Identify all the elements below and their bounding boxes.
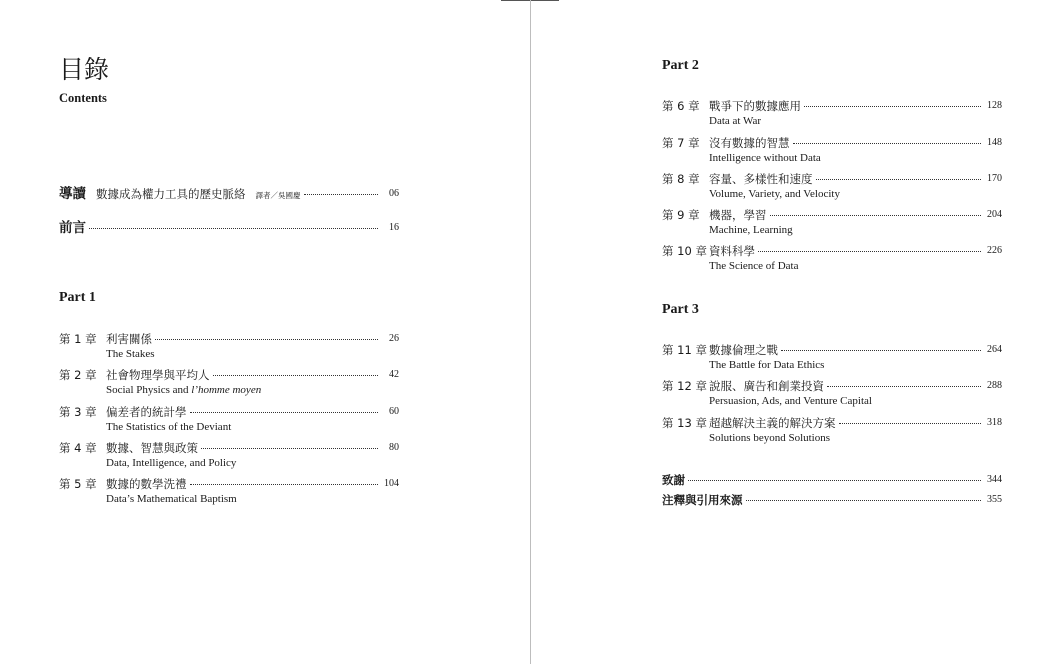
chapter-number: 第 9 章	[662, 208, 700, 222]
toc-entry-chapter-3[interactable]	[59, 404, 399, 433]
dot-leader	[746, 500, 982, 501]
chapter-title-en-italic: l’homme moyen	[191, 384, 262, 396]
toc-entry-chapter-13[interactable]	[662, 415, 1002, 444]
chapter-title-cn: 偏差者的統計學	[106, 405, 187, 419]
chapter-title-cn: 容量、多樣性和速度	[709, 172, 813, 186]
page-number: 148	[987, 137, 1002, 148]
chapter-title-cn: 說服、廣告和創業投資	[709, 379, 824, 393]
chapter-number: 第 4 章	[59, 441, 97, 455]
toc-entry-chapter-9[interactable]	[662, 207, 1002, 236]
toc-entry-notes[interactable]	[662, 492, 1002, 508]
left-page	[59, 0, 399, 664]
chapter-title-en	[106, 383, 261, 397]
chapter-title-en: The Battle for Data Ethics	[709, 359, 825, 371]
chapter-title-en: Volume, Variety, and Velocity	[709, 188, 840, 200]
chapter-number: 第 6 章	[662, 99, 700, 113]
acknowledgements-label: 致謝	[662, 473, 685, 487]
page-number: 16	[389, 222, 399, 233]
toc-entry-chapter-2[interactable]	[59, 367, 399, 396]
toc-entry-chapter-7[interactable]	[662, 135, 1002, 164]
chapter-title-cn: 社會物理學與平均人	[106, 368, 210, 382]
dot-leader	[770, 215, 982, 216]
page-number: 226	[987, 245, 1002, 256]
toc-entry-chapter-1[interactable]	[59, 331, 399, 360]
part-1-heading: Part 1	[59, 290, 96, 305]
toc-entry-acknowledgements[interactable]	[662, 472, 1002, 488]
dot-leader	[155, 339, 378, 340]
page-number: 344	[987, 474, 1002, 485]
part-2-heading: Part 2	[662, 58, 699, 73]
chapter-title-en: The Science of Data	[709, 260, 799, 272]
notes-label: 注釋與引用來源	[662, 493, 743, 507]
intro-label: 導讀	[59, 186, 86, 202]
chapter-title-cn: 超越解決主義的解決方案	[709, 416, 836, 430]
chapter-title-en-roman: Social Physics and	[106, 384, 192, 396]
chapter-title-en: Data at War	[709, 115, 762, 127]
part-3-heading: Part 3	[662, 302, 699, 317]
toc-entry-chapter-5[interactable]	[59, 476, 399, 505]
page-number: 42	[389, 369, 399, 380]
page-number: 06	[389, 188, 399, 199]
intro-translator: 譯者／吳國慶	[255, 191, 301, 200]
chapter-number: 第 5 章	[59, 477, 97, 491]
page-number: 80	[389, 442, 399, 453]
page-number: 318	[987, 417, 1002, 428]
dot-leader	[839, 423, 982, 424]
page-gutter	[530, 0, 531, 664]
page-number: 288	[987, 380, 1002, 391]
chapter-title-en: Machine, Learning	[709, 224, 793, 236]
page-number: 128	[987, 100, 1002, 111]
chapter-title-en: Intelligence without Data	[709, 152, 821, 164]
chapter-title-cn: 利害關係	[106, 332, 152, 346]
chapter-number: 第 11 章	[662, 343, 707, 357]
intro-subtitle: 數據成為權力工具的歷史脈絡	[96, 187, 246, 201]
chapter-title-cn: 機器，學習	[709, 208, 767, 222]
page-number: 204	[987, 209, 1002, 220]
dot-leader	[304, 194, 379, 195]
dot-leader	[804, 106, 981, 107]
toc-entry-chapter-12[interactable]	[662, 378, 1002, 407]
toc-entry-chapter-8[interactable]	[662, 171, 1002, 200]
page-number: 264	[987, 344, 1002, 355]
chapter-number: 第 1 章	[59, 332, 97, 346]
chapter-number: 第 3 章	[59, 405, 97, 419]
chapter-title-en: Solutions beyond Solutions	[709, 432, 831, 444]
chapter-number: 第 10 章	[662, 244, 707, 258]
chapter-title-cn: 資料科學	[709, 244, 755, 258]
chapter-number: 第 8 章	[662, 172, 700, 186]
toc-entry-chapter-6[interactable]	[662, 98, 1002, 127]
toc-title: 目錄	[59, 55, 110, 84]
dot-leader	[190, 484, 379, 485]
dot-leader	[190, 412, 379, 413]
chapter-title-en: Persuasion, Ads, and Venture Capital	[709, 395, 872, 407]
chapter-title-en: Data’s Mathematical Baptism	[106, 493, 237, 505]
dot-leader	[793, 143, 982, 144]
page-number: 60	[389, 406, 399, 417]
preface-label: 前言	[59, 220, 86, 236]
chapter-number: 第 7 章	[662, 136, 700, 150]
dot-leader	[758, 251, 981, 252]
dot-leader	[688, 480, 981, 481]
dot-leader	[781, 350, 981, 351]
toc-entry-chapter-4[interactable]	[59, 440, 399, 469]
toc-entry-preface[interactable]	[59, 220, 399, 236]
chapter-title-cn: 數據、智慧與政策	[106, 441, 198, 455]
chapter-title-cn: 沒有數據的智慧	[709, 136, 790, 150]
dot-leader	[201, 448, 378, 449]
toc-subtitle: Contents	[59, 91, 107, 105]
chapter-number: 第 13 章	[662, 416, 707, 430]
dot-leader	[816, 179, 982, 180]
chapter-title-en: The Stakes	[106, 348, 155, 360]
chapter-title-cn: 數據倫理之戰	[709, 343, 778, 357]
chapter-number: 第 12 章	[662, 379, 707, 393]
page-number: 355	[987, 494, 1002, 505]
page-number: 170	[987, 173, 1002, 184]
toc-entry-intro[interactable]	[59, 186, 399, 202]
toc-entry-chapter-11[interactable]	[662, 342, 1002, 371]
dot-leader	[89, 228, 378, 229]
toc-entry-chapter-10[interactable]	[662, 243, 1002, 272]
chapter-title-cn: 數據的數學洗禮	[106, 477, 187, 491]
dot-leader	[827, 386, 981, 387]
right-page	[662, 0, 1002, 664]
chapter-title-en: The Statistics of the Deviant	[106, 421, 232, 433]
chapter-number: 第 2 章	[59, 368, 97, 382]
page-number: 26	[389, 333, 399, 344]
page-number: 104	[384, 478, 399, 489]
chapter-title-cn: 戰爭下的數據應用	[709, 99, 801, 113]
chapter-title-en: Data, Intelligence, and Policy	[106, 457, 237, 469]
dot-leader	[213, 375, 379, 376]
